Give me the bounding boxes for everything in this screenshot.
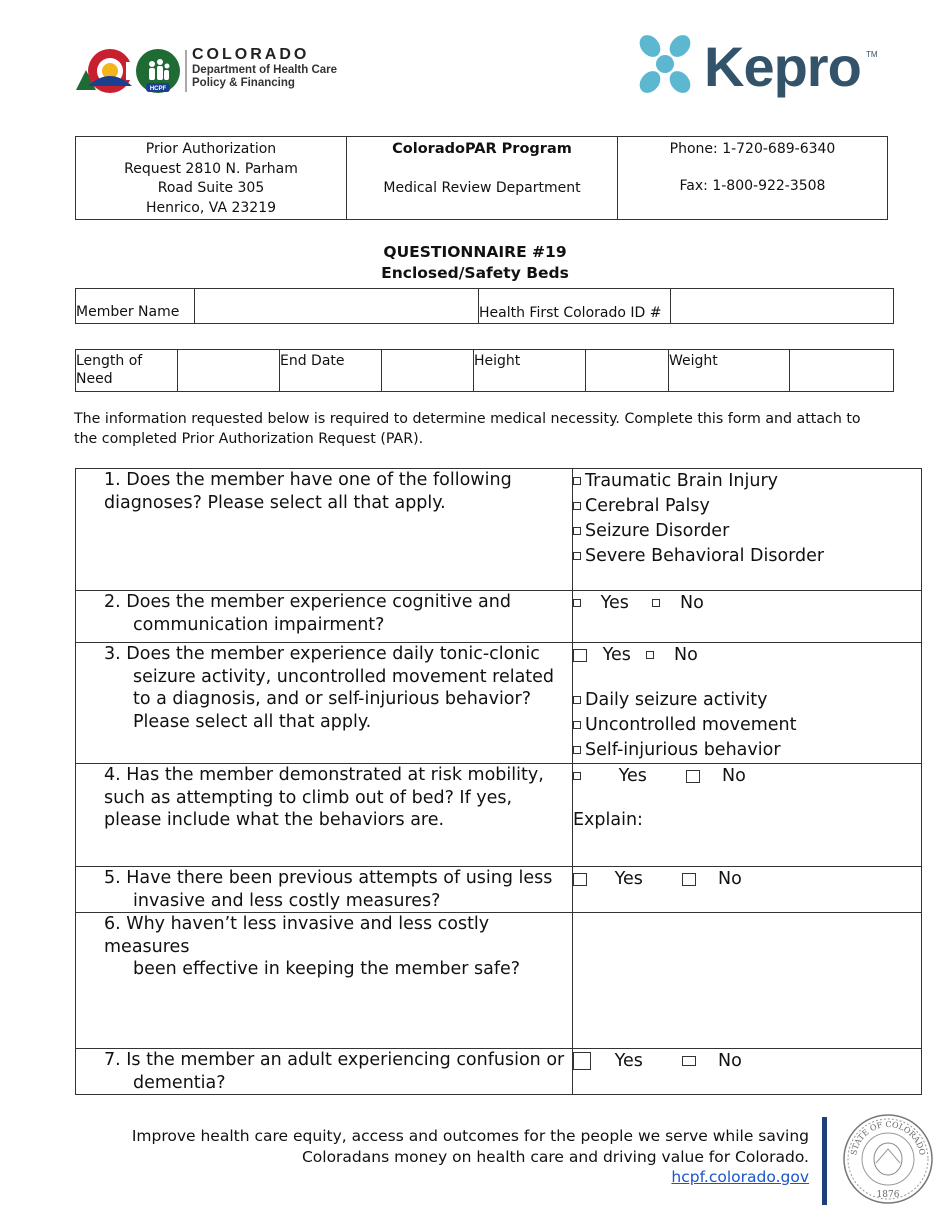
yes-label: Yes — [600, 593, 629, 613]
contact-info-box — [75, 136, 888, 220]
fax-number: Fax: 1-800-922-3508 — [679, 177, 826, 194]
seal-year: 1876 — [876, 1190, 900, 1200]
question-1 — [76, 469, 573, 591]
checkbox-icon[interactable] — [573, 502, 581, 510]
intro-text: The information requested below is required to determine medical necessity. Complete this form and attach to the completed Prior Authorization Request (PAR). — [74, 411, 861, 447]
address-line: Prior Authorization — [145, 141, 277, 157]
question-7-line2: dementia? — [133, 1072, 226, 1093]
need-details-table — [75, 349, 894, 392]
answer-5 — [573, 867, 922, 913]
address-cell — [76, 137, 347, 219]
kepro-wordmark: Kepro — [704, 35, 861, 98]
answer-4 — [573, 764, 922, 867]
question-3 — [76, 643, 573, 764]
questionnaire-subject: Enclosed/Safety Beds — [381, 264, 569, 282]
answer-6-field[interactable] — [573, 913, 922, 1049]
height-field[interactable] — [586, 350, 669, 392]
option-severe-behavioral-disorder[interactable] — [573, 544, 921, 569]
question-row-5 — [76, 867, 922, 913]
question-5-line1: 5. Have there been previous attempts of using less — [104, 868, 553, 888]
question-5 — [76, 867, 573, 913]
question-row-7 — [76, 1049, 922, 1095]
option-uncontrolled-movement[interactable] — [573, 713, 921, 738]
end-date-label: End Date — [280, 350, 382, 392]
question-row-3 — [76, 643, 922, 764]
colorado-hcpf-logo — [74, 46, 354, 96]
checkbox-icon[interactable] — [573, 527, 581, 535]
member-name-label: Member Name — [76, 289, 195, 324]
end-date-field[interactable] — [382, 350, 474, 392]
questionnaire-title — [0, 242, 950, 284]
program-name: ColoradoPAR Program — [392, 141, 572, 157]
no-label: No — [721, 766, 746, 786]
question-3-rest: seizure activity, uncontrolled movement related to a diagnosis, and or self-injurious behavior? Please select all that apply. — [133, 666, 555, 732]
question-1-line1: 1. Does the member have one of the following — [104, 470, 512, 490]
option-label: Traumatic Brain Injury — [585, 471, 779, 491]
question-row-4 — [76, 764, 922, 867]
checkbox-icon[interactable] — [573, 721, 581, 729]
footer-text — [109, 1126, 809, 1188]
length-of-need-field[interactable] — [178, 350, 280, 392]
question-6-line1: 6. Why haven’t less invasive and less costly measures — [104, 914, 490, 957]
yes-checkbox-icon[interactable] — [573, 772, 581, 780]
footer-line-2: Coloradans money on health care and driving value for Colorado. — [301, 1147, 809, 1166]
address-line: Road Suite 305 — [157, 180, 265, 196]
option-daily-seizure-activity[interactable] — [573, 688, 921, 713]
yes-no-row — [573, 643, 921, 668]
option-label: Daily seizure activity — [585, 690, 768, 710]
program-cell — [347, 137, 618, 219]
kepro-logo — [630, 32, 880, 98]
question-4-text: 4. Has the member demonstrated at risk mobility, such as attempting to climb out of bed? If yes, please include what the behaviors are. — [104, 765, 544, 830]
hcpf-badge: HCPF — [149, 86, 167, 92]
yes-checkbox-icon[interactable] — [573, 649, 587, 662]
question-row-1 — [76, 469, 922, 591]
option-cerebral-palsy[interactable] — [573, 494, 921, 519]
no-checkbox-icon[interactable] — [682, 1056, 696, 1066]
yes-checkbox-icon[interactable] — [573, 599, 581, 607]
question-1-line2: diagnoses? Please select all that apply. — [104, 492, 446, 513]
option-label: Uncontrolled movement — [585, 715, 797, 735]
question-6 — [76, 913, 573, 1049]
checkbox-icon[interactable] — [573, 552, 581, 560]
question-2 — [76, 591, 573, 643]
questionnaire-number: QUESTIONNAIRE #19 — [383, 243, 567, 261]
state-name: COLORADO — [192, 46, 310, 63]
answer-7 — [573, 1049, 922, 1095]
questions-table — [75, 468, 922, 1095]
checkbox-icon[interactable] — [573, 477, 581, 485]
department-name: Medical Review Department — [383, 179, 581, 196]
option-self-injurious-behavior[interactable] — [573, 738, 921, 763]
health-id-field[interactable] — [671, 289, 894, 324]
member-id-table — [75, 288, 894, 324]
state-seal-icon — [842, 1113, 934, 1205]
answer-2 — [573, 591, 922, 643]
footer-line-1: Improve health care equity, access and outcomes for the people we serve while saving — [131, 1127, 809, 1145]
seal-text: STATE OF COLORADO — [849, 1119, 927, 1156]
option-label: Self-injurious behavior — [585, 740, 781, 760]
no-label: No — [679, 593, 704, 613]
option-label: Cerebral Palsy — [585, 496, 710, 516]
member-name-field[interactable] — [195, 289, 479, 324]
kepro-x-icon — [630, 32, 700, 98]
question-6-line2: been effective in keeping the member safe? — [133, 959, 521, 979]
weight-field[interactable] — [790, 350, 894, 392]
question-3-line1: 3. Does the member experience daily tonic-clonic — [104, 644, 540, 664]
address-line: Request 2810 N. Parham — [124, 160, 298, 177]
explain-label: Explain: — [573, 810, 643, 830]
no-label: No — [673, 645, 698, 665]
yes-no-row — [573, 764, 921, 789]
contact-cell — [618, 137, 887, 219]
hcpf-website-link[interactable]: hcpf.colorado.gov — [671, 1168, 809, 1186]
option-label: Severe Behavioral Disorder — [585, 546, 825, 566]
kepro-trademark: TM — [866, 50, 878, 59]
question-7 — [76, 1049, 573, 1095]
answer-1 — [573, 469, 922, 591]
no-label: No — [717, 1051, 742, 1071]
no-checkbox-icon[interactable] — [686, 770, 700, 783]
length-of-need-label-line: Need — [76, 371, 113, 387]
colorado-c-logo-icon — [74, 46, 190, 96]
question-row-2 — [76, 591, 922, 643]
dept-line-1: Department of Health Care — [192, 64, 338, 76]
phone-number: Phone: 1-720-689-6340 — [669, 141, 836, 157]
yes-label: Yes — [614, 869, 643, 889]
question-7-line1: 7. Is the member an adult experiencing confusion or — [104, 1050, 565, 1070]
health-id-label: Health First Colorado ID # — [479, 289, 671, 324]
option-label: Seizure Disorder — [585, 521, 730, 541]
yes-label: Yes — [618, 766, 647, 786]
question-4 — [76, 764, 573, 867]
yes-checkbox-icon[interactable] — [573, 873, 587, 886]
question-5-line2: invasive and less costly measures? — [133, 890, 441, 911]
question-2-line2: communication impairment? — [133, 614, 385, 635]
dept-line-2: Policy & Financing — [192, 77, 295, 89]
question-row-6 — [76, 913, 922, 1049]
answer-3 — [573, 643, 922, 764]
no-label: No — [717, 869, 742, 889]
checkbox-icon[interactable] — [573, 696, 581, 704]
address-line: Henrico, VA 23219 — [145, 199, 277, 216]
footer-divider — [822, 1117, 827, 1205]
length-of-need-label — [76, 350, 178, 392]
option-traumatic-brain-injury[interactable] — [573, 469, 921, 494]
option-seizure-disorder[interactable] — [573, 519, 921, 544]
no-checkbox-icon[interactable] — [646, 651, 654, 659]
height-label: Height — [474, 350, 586, 392]
length-of-need-label-line: Length of — [76, 353, 143, 369]
checkbox-icon[interactable] — [573, 746, 581, 754]
yes-label: Yes — [602, 645, 631, 665]
question-2-line1: 2. Does the member experience cognitive and — [104, 592, 511, 612]
yes-checkbox-icon[interactable] — [573, 1052, 591, 1070]
no-checkbox-icon[interactable] — [652, 599, 660, 607]
no-checkbox-icon[interactable] — [682, 873, 696, 886]
weight-label: Weight — [669, 350, 790, 392]
yes-label: Yes — [614, 1051, 643, 1071]
